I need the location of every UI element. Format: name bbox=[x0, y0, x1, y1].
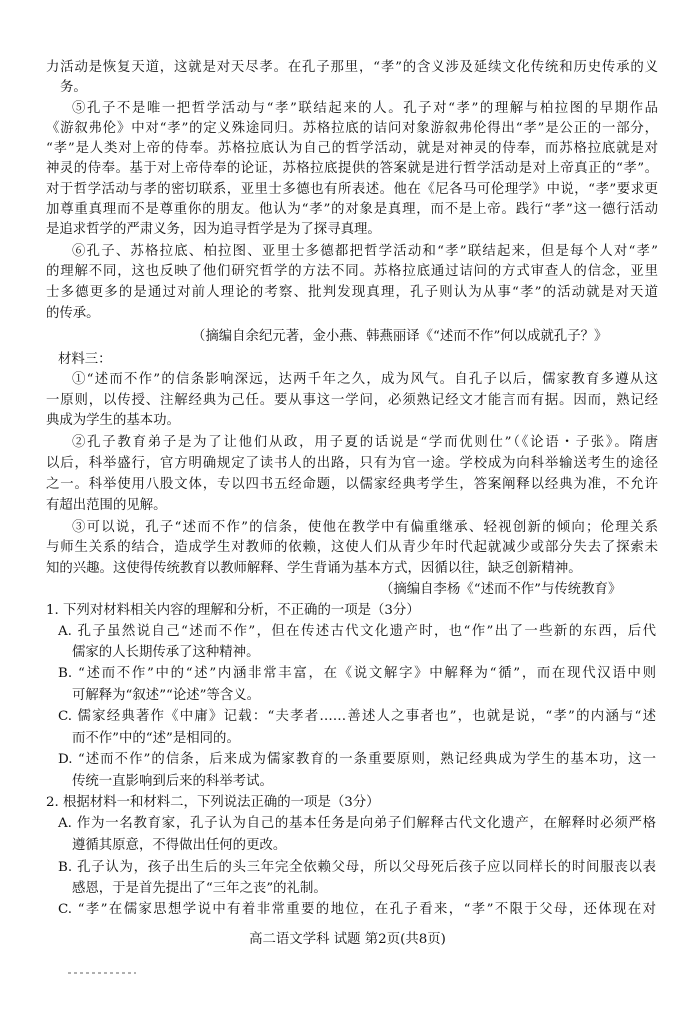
text-line: 力活动是恢复天道，这就是对天尽孝。在孔子那里，“孝”的含义涉及延续文化传统和历史传承的义 bbox=[46, 60, 658, 75]
question-1-option-c-cont: 而不作”中的“述”是相同的。 bbox=[72, 731, 240, 746]
question-1-stem: 1. 下列对材料相关内容的理解和分析，不正确的一项是（3分） bbox=[46, 603, 420, 618]
material-3-line: 知的兴趣。这使得传统教育以教师解释、学生背诵为基本方式，因循以往，缺乏创新精神。 bbox=[46, 561, 582, 576]
material-3-line: ②孔子教育弟子是为了让他们从政，用子夏的话说是“学而优则仕”（《论语・子张》。隋唐 bbox=[72, 435, 658, 450]
paragraph-6-line: 的传承。 bbox=[46, 306, 100, 321]
question-1-option-d: D. “述而不作”的信条，后来成为儒家教育的一条重要原则，熟记经典成为学生的基本功，这一 bbox=[58, 752, 656, 767]
text-line: 务。 bbox=[60, 80, 87, 95]
paragraph-5-line: “孝”是人类对上帝的侍奉。苏格拉底认为自己的哲学活动，就是对神灵的侍奉，而苏格拉底就是对 bbox=[46, 141, 658, 156]
paragraph-5-line: 是追求哲学的严肃义务，因为追寻哲学是为了探寻真理。 bbox=[46, 222, 381, 237]
question-1-option-a-cont: 儒家的人长期传承了这种精神。 bbox=[72, 645, 260, 660]
material-3-line: 之一。科举使用八股文体，专以四书五经命题，以儒家经典考学生，答案阐释以经典为准，不允许 bbox=[46, 477, 658, 492]
paragraph-5-line: ⑤孔子不是唯一把哲学活动与“孝”联结起来的人。孔子对“孝”的理解与柏拉图的早期作品 bbox=[72, 101, 658, 116]
material-3-line: 典成为学生的基本功。 bbox=[46, 413, 180, 428]
paragraph-6-line: 士多德更多的是通过对前人理论的考察、批判发现真理，孔子则认为从事“孝”的活动就是对天道 bbox=[46, 285, 658, 300]
question-2-option-a-cont: 遵循其原意，不得做出任何的更改。 bbox=[72, 838, 287, 853]
scan-artifact bbox=[68, 972, 136, 974]
question-2-option-c: C. “孝”在儒家思想学说中有着非常重要的地位，在孔子看来，“孝”不限于父母，还体现在对 bbox=[58, 902, 656, 917]
page-footer: 高二语文学科 试题 第2页(共8页) bbox=[249, 932, 446, 947]
paragraph-6-line: 的理解不同，这也反映了他们研究哲学的方法不同。苏格拉底通过诘问的方式审查人的信念，亚里 bbox=[46, 264, 658, 279]
paragraph-6-line: ⑥孔子、苏格拉底、柏拉图、亚里士多德都把哲学活动和“孝”联结起来，但是每个人对“孝” bbox=[72, 244, 658, 259]
material-3-line: ①“述而不作”的信条影响深远，达两千年之久，成为风气。自孔子以后，儒家教育多遵从这 bbox=[72, 372, 658, 387]
question-2-option-b: B. 孔子认为，孩子出生后的头三年完全依赖父母，所以父母死后孩子应以同样长的时间服丧以表 bbox=[58, 860, 656, 875]
material-3-line: 以后，科举盛行，官方明确规定了读书人的出路，只有为官一途。学校成为向科举输送考生的途径 bbox=[46, 456, 658, 471]
paragraph-5-line: 神灵的侍奉。基于对上帝侍奉的论证，苏格拉底提供的答案就是进行哲学活动是对上帝真正的“孝”。 bbox=[46, 161, 658, 176]
source-citation: （摘编自余纪元著，金小燕、韩燕丽译《“述而不作”何以成就孔子？》 bbox=[192, 329, 608, 344]
paragraph-5-line: 《游叙弗伦》中对“孝”的定义殊途同归。苏格拉底的诘问对象游叙弗伦得出“孝”是公正的一部分， bbox=[46, 121, 658, 136]
question-2-option-a: A. 作为一名教育家，孔子认为自己的基本任务是向弟子们解释古代文化遗产，在解释时必须严格 bbox=[58, 816, 656, 831]
material-heading: 材料三： bbox=[58, 352, 112, 367]
paragraph-5-line: 对于哲学活动与孝的密切联系，亚里士多德也有所表述。他在《尼各马可伦理学》中说，“孝”要求更 bbox=[46, 182, 658, 197]
question-1-option-b-cont: 可解释为“叙述”“论述”等含义。 bbox=[72, 688, 261, 703]
paragraph-5-line: 加尊重真理而不是尊重你的朋友。他认为“孝”的对象是真理，而不是上帝。践行“孝”这一德行活动 bbox=[46, 202, 658, 217]
question-1-option-b: B. “述而不作”中的“述”内涵非常丰富，在《说文解字》中解释为“循”，而在现代汉语中则 bbox=[58, 666, 656, 681]
material-3-line: 有超出范围的见解。 bbox=[46, 498, 167, 513]
question-1-option-c: C. 儒家经典著作《中庸》记载：“夫孝者……善述人之事者也”，也就是说，“孝”的内涵与“述 bbox=[58, 709, 656, 724]
question-2-stem: 2. 根据材料一和材料二，下列说法正确的一项是（3分） bbox=[46, 795, 380, 810]
material-3-line: 一原则，以传授、注解经典为己任。要从事这一学问，必须熟记经文才能言而有据。因而，熟记经 bbox=[46, 393, 658, 408]
source-citation: （摘编自李杨《“述而不作”与传统教育》 bbox=[380, 582, 622, 597]
question-1-option-d-cont: 传统一直影响到后来的科举考试。 bbox=[72, 774, 273, 789]
material-3-line: ③可以说，孔子“述而不作”的信条，使他在教学中有偏重继承、轻视创新的倾向；伦理关系 bbox=[72, 520, 658, 535]
question-1-option-a: A. 孔子虽然说自己“述而不作”，但在传述古代文化遗产时，也“作”出了一些新的东西，后代 bbox=[58, 624, 656, 639]
material-3-line: 与师生关系的结合，造成学生对教师的依赖，这使人们从青少年时代起就减少或部分失去了探索未 bbox=[46, 540, 658, 555]
question-2-option-b-cont: 感恩，于是首先提出了“三年之丧”的礼制。 bbox=[72, 881, 327, 896]
